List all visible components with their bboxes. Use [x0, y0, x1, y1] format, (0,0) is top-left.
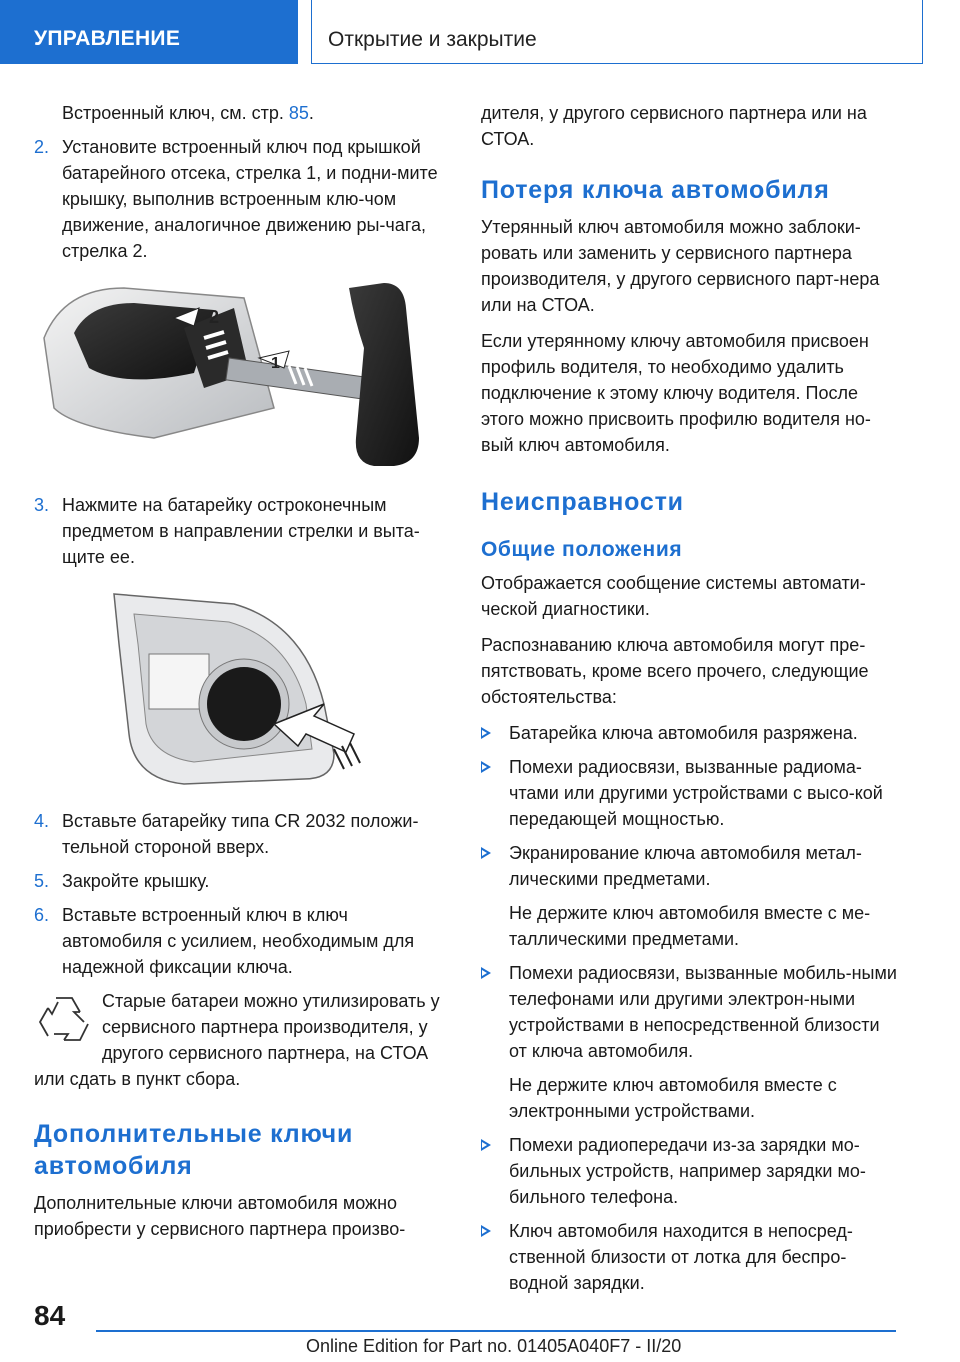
general-p1: Отображается сообщение системы автомати-ческой диагностики. — [481, 573, 866, 619]
triangle-bullet-icon — [481, 727, 491, 739]
left-column — [34, 100, 446, 1252]
battery-figure — [34, 584, 446, 794]
lost-key-heading: Потеря ключа автомобиля — [481, 176, 830, 204]
step-text: Закройте крышку. — [62, 871, 210, 891]
obstacle-list — [481, 720, 901, 1296]
obstacle-advice: Не держите ключ автомобиля вместе с ме-таллическими предметами. — [509, 903, 871, 949]
step-text: Установите встроенный ключ под крышкой батарейного отсека, стрелка 1, и подни-мите крышку, выполнив встроенным клю-чом движение, аналогичное движению ры-чага, стрелка 2. — [62, 137, 438, 261]
step-number: 5. — [34, 871, 50, 891]
triangle-bullet-icon — [481, 1225, 491, 1237]
lost-key-p2: Если утерянному ключу автомобиля присвоен профиль водителя, то необходимо удалить подключение к этому ключу водителя. После этого можно присвоить профилю водителя но-вый ключ автомобиля. — [481, 331, 871, 455]
obstacle-text: Экранирование ключа автомобиля метал-лическими предметами. — [509, 843, 862, 889]
continuation-text: дителя, у другого сервисного партнера или на СТОА. — [481, 103, 867, 149]
step-number: 4. — [34, 811, 50, 831]
step-number: 6. — [34, 905, 50, 925]
instruction-step — [34, 492, 446, 570]
instruction-step — [34, 808, 446, 860]
section-tab: УПРАВЛЕНИЕ — [0, 0, 298, 64]
battery-illustration — [34, 584, 446, 794]
triangle-bullet-icon — [481, 847, 491, 859]
recycle-icon — [34, 990, 94, 1054]
intro-line: Встроенный ключ, см. стр. 85. — [62, 103, 314, 123]
faults-heading: Неисправности — [481, 488, 684, 516]
obstacle-item — [481, 840, 901, 892]
obstacle-text: Помехи радиосвязи, вызванные радиома-чтами или другими устройствами с высо-кой передающей мощностью. — [509, 757, 883, 829]
footer-edition: Online Edition for Part no. 01405A040F7 - II/20 — [306, 1336, 682, 1356]
recycle-note: Старые батареи можно утилизировать у сервисного партнера производителя, у другого сервисного партнера, на СТОА или сдать в пункт сбора. — [34, 991, 440, 1089]
triangle-bullet-icon — [481, 761, 491, 773]
chapter-title: Открытие и закрытие — [311, 0, 923, 64]
obstacle-text: Ключ автомобиля находится в непосред-ственной близости от лотка для беспро-водной зарядки. — [509, 1221, 853, 1293]
lost-key-p1: Утерянный ключ автомобиля можно заблоки-ровать или заменить у сервисного партнера производителя, у другого сервисного парт-нера или на СТОА. — [481, 217, 880, 315]
triangle-bullet-icon — [481, 967, 491, 979]
step-text: Нажмите на батарейку остроконечным предметом в направлении стрелки и выта-щите ее. — [62, 495, 420, 567]
step-text: Вставьте батарейку типа CR 2032 положи-тельной стороной вверх. — [62, 811, 419, 857]
instruction-step — [34, 868, 446, 894]
triangle-bullet-icon — [481, 1139, 491, 1151]
key-fob-illustration — [34, 278, 446, 478]
obstacle-text: Помехи радиопередачи из-за зарядки мо-бильных устройств, например зарядки мо-бильного телефона. — [509, 1135, 866, 1207]
general-heading: Общие положения — [481, 538, 683, 561]
key-fob-figure — [34, 278, 446, 478]
page-link[interactable]: 85 — [288, 103, 309, 123]
obstacle-item — [481, 960, 901, 1064]
instruction-step — [34, 902, 446, 980]
arrow-label-1: 1 — [271, 355, 280, 372]
right-column — [481, 100, 901, 1304]
step-text: Вставьте встроенный ключ в ключ автомобиля с усилием, необходимым для надежной фиксации ключа. — [62, 905, 415, 977]
arrow-label-2: 2 — [209, 307, 220, 327]
obstacle-item — [481, 754, 901, 832]
extra-keys-text: Дополнительные ключи автомобиля можно приобрести у сервисного партнера произво- — [34, 1193, 406, 1239]
page-number: 84 — [34, 1300, 66, 1331]
step-number: 2. — [34, 137, 50, 157]
obstacle-item — [481, 720, 901, 746]
obstacle-item — [481, 1132, 901, 1210]
footer-divider — [96, 1330, 896, 1332]
step-number: 3. — [34, 495, 50, 515]
general-p2: Распознаванию ключа автомобиля могут пре-пятствовать, кроме всего прочего, следующие обстоятельства: — [481, 635, 869, 707]
instruction-step — [34, 134, 446, 264]
obstacle-text: Батарейка ключа автомобиля разряжена. — [509, 723, 858, 743]
obstacle-item — [481, 1218, 901, 1296]
obstacle-advice: Не держите ключ автомобиля вместе с электронными устройствами. — [509, 1075, 837, 1121]
obstacle-text: Помехи радиосвязи, вызванные мобиль-ными телефонами или другими электрон-ными устройствами в непосредственной близости от ключа автомобиля. — [509, 963, 897, 1061]
extra-keys-heading: Дополнительные ключи автомобиля — [34, 1120, 354, 1180]
